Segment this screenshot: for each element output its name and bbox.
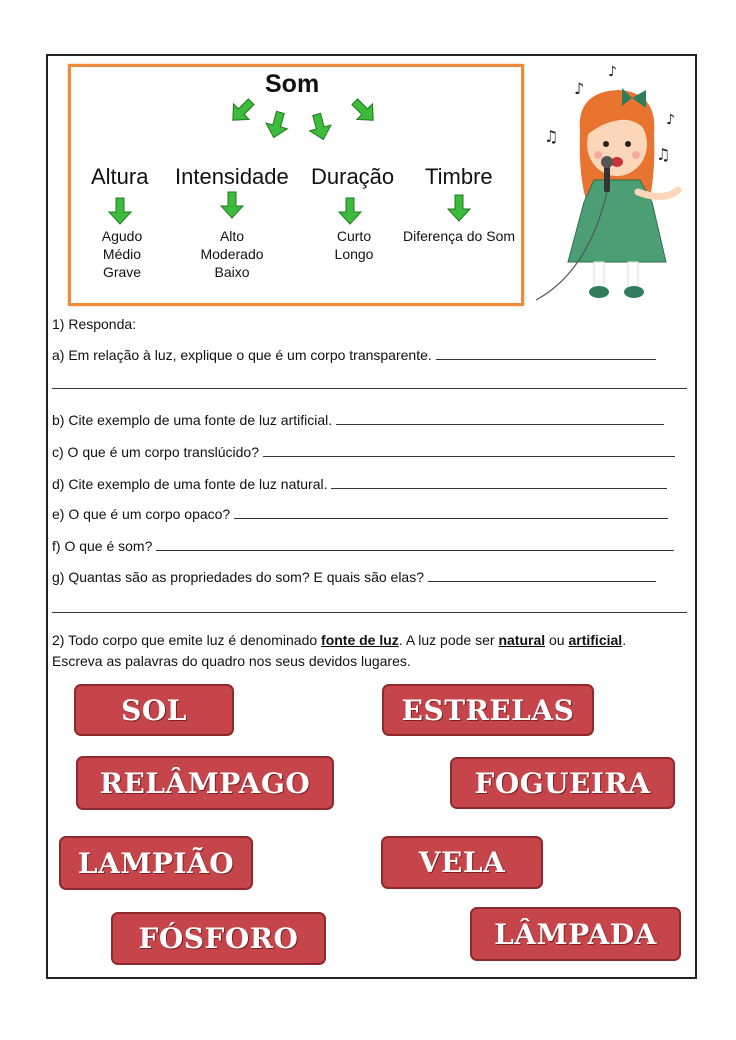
word-card-vela[interactable]: VELA xyxy=(381,836,543,889)
word-card-lampada[interactable]: LÂMPADA xyxy=(470,907,681,961)
arrow-down-icon xyxy=(306,112,334,142)
word-card-relampago[interactable]: RELÂMPAGO xyxy=(76,756,334,810)
svg-text:♪: ♪ xyxy=(574,79,585,98)
property-duracao: Duração xyxy=(311,164,395,189)
section2-instructions: 2) Todo corpo que emite luz é denominado fonte de luz. A luz pode ser natural ou artificial. Escreva as palavras do quadro nos seus devidos lugares. xyxy=(52,632,627,669)
svg-text:♪: ♪ xyxy=(608,64,617,80)
question-g: g) Quantas são as propriedades do som? E quais são elas? xyxy=(52,569,656,585)
arrow-down-icon xyxy=(218,190,246,220)
property-timbre: Timbre xyxy=(425,164,493,189)
answer-line-b[interactable] xyxy=(336,412,664,425)
altura-items: Agudo Médio Grave xyxy=(101,228,143,280)
property-intensidade: Intensidade xyxy=(175,164,289,189)
arrow-down-icon xyxy=(106,196,134,226)
answer-line-f[interactable] xyxy=(156,538,674,551)
answer-line-g2[interactable] xyxy=(52,612,687,613)
question-a: a) Em relação à luz, explique o que é um corpo transparente. xyxy=(52,347,656,363)
answer-line-g[interactable] xyxy=(428,569,656,582)
question-e: e) O que é um corpo opaco? xyxy=(52,506,668,522)
answer-line-a[interactable] xyxy=(436,347,656,360)
singing-girl-illustration xyxy=(528,62,690,306)
word-card-sol[interactable]: SOL xyxy=(74,684,234,736)
question-b: b) Cite exemplo de uma fonte de luz artificial. xyxy=(52,412,664,428)
question-f: f) O que é som? xyxy=(52,538,674,554)
timbre-items: Diferença do Som xyxy=(402,228,516,244)
arrow-down-right-icon xyxy=(350,96,378,126)
word-card-fogueira[interactable]: FOGUEIRA xyxy=(450,757,675,809)
svg-text:♪: ♪ xyxy=(666,112,675,128)
answer-line-a2[interactable] xyxy=(52,388,687,389)
arrow-down-icon xyxy=(336,196,364,226)
section1-heading: 1) Responda: xyxy=(52,316,137,332)
duracao-items: Curto Longo xyxy=(334,228,374,262)
intensidade-items: Alto Moderado Baixo xyxy=(200,228,264,280)
arrow-down-icon xyxy=(445,193,473,223)
answer-line-c[interactable] xyxy=(263,444,675,457)
svg-text:♫: ♫ xyxy=(656,145,671,164)
svg-text:♫: ♫ xyxy=(544,127,559,146)
word-card-lampiao[interactable]: LAMPIÃO xyxy=(59,836,253,890)
answer-line-d[interactable] xyxy=(331,476,667,489)
word-card-estrelas[interactable]: ESTRELAS xyxy=(382,684,594,736)
question-c: c) O que é um corpo translúcido? xyxy=(52,444,675,460)
question-d: d) Cite exemplo de uma fonte de luz natural. xyxy=(52,476,667,492)
property-altura: Altura xyxy=(91,164,149,189)
arrow-down-icon xyxy=(263,110,291,140)
concept-title: Som xyxy=(265,70,320,98)
arrow-down-left-icon xyxy=(228,96,256,126)
answer-line-e[interactable] xyxy=(234,506,668,519)
word-card-fosforo[interactable]: FÓSFORO xyxy=(111,912,326,965)
